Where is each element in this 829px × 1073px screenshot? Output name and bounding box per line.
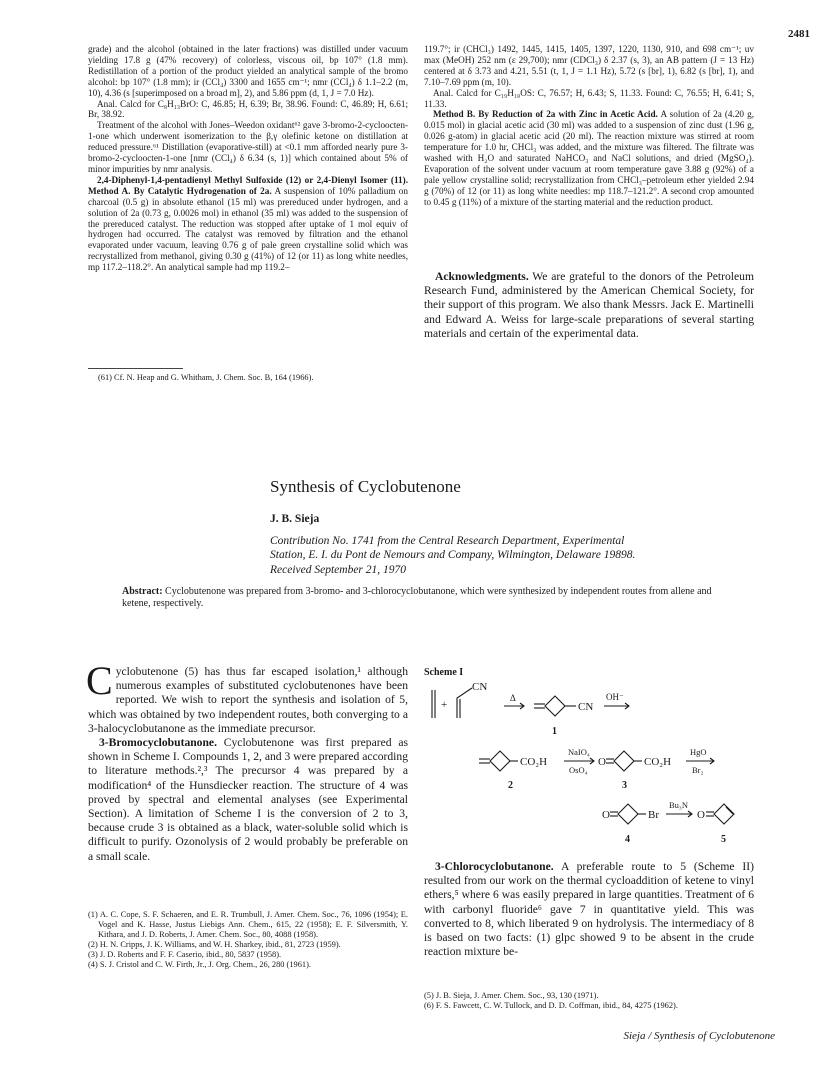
label-bu3n: Bu₃N <box>669 800 689 810</box>
compound-number: 3 <box>622 780 627 791</box>
cyclobutane-ring <box>490 751 510 771</box>
page-number: 2481 <box>788 28 810 40</box>
label-o: O <box>598 756 606 768</box>
article-title: Synthesis of Cyclobutenone <box>270 477 461 496</box>
paragraph <box>86 658 408 736</box>
footnote-text: (61) Cf. N. Heap and G. Whitham, J. Chem. Soc. B, 164 (1966). <box>98 373 314 382</box>
footnote-text: (2) H. N. Cripps, J. K. Williams, and W. H. Sharkey, ibid., 81, 2723 (1959). <box>88 940 341 950</box>
compound-number: 2 <box>508 780 513 791</box>
drop-cap: C <box>86 658 113 703</box>
footnotes-right <box>424 991 754 1011</box>
paragraph: 119.7°; ir (CHCl₃) 1492, 1445, 1415, 1405, 1397, 1220, 1130, 910, and 698 cm⁻¹; uv max (MeOH) 252 nm (ε 29,700); nmr (CDCl₃) δ 2.37 (s, 3), an AB pattern (J = 13 Hz) centered at δ 3.73 and 4.21, 5.51 (t, 1, J = 1.1 Hz), 5.72 (s [br], 1), 6.82 (s [br], 1), and 7.10–7.69 ppm (m, 10). <box>424 44 754 87</box>
scheme-diagram <box>424 680 754 850</box>
label-hgo: HgO <box>690 747 707 757</box>
compound-number: 5 <box>721 834 726 845</box>
label-cn: CN <box>472 681 488 693</box>
top-right-column <box>424 44 754 208</box>
label-naio4: NaIO₄ <box>568 747 590 757</box>
label-o: O <box>602 809 610 821</box>
compound-number: 4 <box>625 834 630 845</box>
section-heading: 3-Bromocyclobutanone. <box>99 736 217 750</box>
footnote-text: (6) F. S. Fawcett, C. W. Tullock, and D. D. Coffman, ibid., 84, 4275 (1962). <box>424 1001 678 1011</box>
contribution-note: Contribution No. 1741 from the Central Research Department, Experimental Station, E. I. du Pont de Nemours and Company, Wilmington, Delaware 19898. Received September 21, 1970 <box>270 535 636 576</box>
label-plus: + <box>441 699 448 711</box>
paragraph: Anal. Calcd for C₈H₁₃BrO: C, 46.85; H, 6.39; Br, 38.96. Found: C, 46.89; H, 6.61; Br, 38.92. <box>88 98 408 120</box>
section-heading: 2,4-Diphenyl-1,4-pentadienyl Methyl Sulfoxide (12) or 2,4-Dienyl Isomer (11). Method A. By Catalytic Hydrogenation of 2a. <box>88 174 408 196</box>
footnote <box>98 373 408 383</box>
footnotes-left <box>88 910 408 971</box>
paragraph-text: yclobutenone (5) has thus far escaped isolation,¹ although numerous examples of substituted cyclobutenones have been reported. We wish to report the synthesis and isolation of 5, which was obtained by two independent routes, both converging to a 3-halocyclobutanone as the immediate precursor. <box>88 665 408 735</box>
paragraph <box>424 860 754 959</box>
body-left-column <box>86 658 408 864</box>
paragraph-text: A solution of 2a (4.20 g, 0.015 mol) in glacial acetic acid (30 ml) was added to a suspension of zinc dust (1.96 g, 0.026 g-atom) in glacial acetic acid (20 ml). The reaction mixture was stirred at room temperature for 1.0 hr, CHCl₃ was added, and the mixture was filtered. The filtrate was washed with H₂O and saturated NaHCO₃ and NaCl solutions, and dried (MgSO₄). Evaporation of the solvent under vacuum at room temperature gave 3.88 g (92%) of a pale yellow crystalline solid; recrystallization from CHCl₃–petroleum ether yielded 2.94 g (70%) of 12 (or 11) as long white needles: mp 118.7–121.2°. A second crop amounted to 0.45 g (11%) of a mixture of the starting material and the reduction product. <box>424 109 754 207</box>
paragraph-text: A suspension of 10% palladium on charcoal (0.5 g) in absolute ethanol (15 ml) was prereduced under hydrogen, and a solution of 2a (0.73 g, 0.0026 mol) in ethanol (35 ml) was added to the suspension of the prereduced catalyst. The reduction was stopped after uptake of 1 mol equiv of hydrogen had occurred. The catalyst was removed by filtration and the ethanol evaporated under vacuum, leaving 0.76 g of pale green crystalline solid which was recrystallized from methanol, giving 0.30 g (41%) of 12 (or 11) as long white needles, mp 117.2–118.2°. An analytical sample had mp 119.2– <box>88 185 408 273</box>
label-delta: Δ <box>510 693 516 703</box>
acknowledgments <box>424 270 754 341</box>
label-br2: Br₂ <box>692 765 704 775</box>
paragraph: grade) and the alcohol (obtained in the later fractions) was distilled under vacuum yielding 17.8 g (47% recovery) of colorless, viscous oil, bp 107° (1.8 mm). Redistillation of a portion of the product yielded an analytical sample of the bromo alcohol: bp 107° (1.8 mm); ir (CCl₄) 3300 and 1655 cm⁻¹; nmr (CCl₄) δ 1.1–2.2 (m, 10), 4.36 (s [superimposed on a broad m], 2), and 5.86 ppm (d, 1, J = 7.0 Hz). <box>88 44 408 98</box>
label-br: Br <box>648 809 659 821</box>
abstract-text: Cyclobutenone was prepared from 3-bromo- and 3-chlorocyclobutanone, which were synthesized by independent routes from allene and ketene, respectively. <box>122 586 712 609</box>
paragraph <box>424 109 754 207</box>
footnote-text: (1) A. C. Cope, S. F. Schaeren, and E. R. Trumbull, J. Amer. Chem. Soc., 76, 1096 (1954); E. Vogel and K. Hasse, Justus Liebigs Ann. Chem., 615, 22 (1958); E. F. Silversmith, Y. Kithara, and J. D. Roberts, J. Amer. Chem. Soc., 80, 4088 (1958). <box>88 910 408 940</box>
paragraph <box>424 270 754 341</box>
abstract-label: Abstract: <box>122 586 163 597</box>
cyclobutane-ring <box>545 696 565 716</box>
paragraph <box>88 736 408 864</box>
footnote-text: (4) S. J. Cristol and C. W. Firth, Jr., J. Org. Chem., 26, 280 (1961). <box>88 960 311 970</box>
top-left-column <box>88 44 408 273</box>
paragraph-text: We are grateful to the donors of the Petroleum Research Fund, administered by the American Chemical Society, for their support of this program. We also thank Messrs. Jack E. Martinelli and Edward A. Weiss for large-scale preparations of several starting materials and certain of the experimental data. <box>424 270 754 340</box>
label-oh: OH⁻ <box>606 692 624 702</box>
cyclobutane-ring <box>614 751 634 771</box>
cyclobutenone-ring <box>714 804 734 824</box>
paragraph-text: A preferable route to 5 (Scheme II) resulted from our work on the thermal cycloaddition of ketene to vinyl ethers,⁵ where 6 was easily prepared in large quantities. Treatment of 6 with carbonyl fluoride⁶ gave 7 in quantitative yield. This was converted to 8, which liberated 9 on hydrolysis. The intermediacy of 8 is based on two facts: (1) glpc showed 9 to be absent in the crude reaction mixture be- <box>424 860 754 959</box>
label-o: O <box>697 809 705 821</box>
paragraph: Treatment of the alcohol with Jones–Weedon oxidant⁶² gave 3-bromo-2-cycloocten-1-one which underwent isomerization to the β,γ olefinic ketone on distillation at reduced pressure.⁶¹ Distillation (evaporative-still) at <0.1 mm afforded nearly pure 3-bromo-2-cycloocten-1-one [nmr (CCl₄) δ 6.34 (s, 1)] which contained about 5% of minor impurities by nmr analysis. <box>88 120 408 174</box>
article-author: J. B. Sieja <box>270 513 320 525</box>
cyclobutane-ring <box>618 804 638 824</box>
paragraph-text: Cyclobutenone was first prepared as shown in Scheme I. Compounds 1, 2, and 3 were prepared according to literature methods.²,³ The precursor 4 was prepared by a modification⁴ of the Hunsdiecker reaction. The structure of 4 was proved by spectral and elemental analyses (see Experimental Section). A limitation of Scheme I is the conversion of 2 to 3, because crude 3 is obtained as a black, water-soluble solid which is difficult to purify. Ozonolysis of 2 would probably be preferable on a small scale. <box>88 736 408 863</box>
footnote-rule <box>88 368 183 369</box>
acrylonitrile-bond <box>457 688 472 718</box>
label-cn: CN <box>578 701 594 713</box>
scheme-label: Scheme I <box>424 667 464 678</box>
body-right-column <box>424 860 754 959</box>
running-footer: Sieja / Synthesis of Cyclobutenone <box>623 1030 775 1042</box>
paragraph: Anal. Calcd for C₁₉H₁₈OS: C, 76.57; H, 6.43; S, 11.33. Found: C, 76.55; H, 6.41; S, 11.33. <box>424 87 754 109</box>
compound-number: 1 <box>552 726 557 737</box>
section-heading: Method B. By Reduction of 2a with Zinc in Acetic Acid. <box>433 109 658 120</box>
section-heading: 3-Chlorocyclobutanone. <box>435 860 554 873</box>
footnote-text: (3) J. D. Roberts and F. F. Caserio, ibid., 80, 5837 (1958). <box>88 950 282 960</box>
label-oso4: OsO₄ <box>569 765 588 775</box>
label-co2h: CO₂H <box>520 756 548 768</box>
abstract <box>122 586 722 610</box>
footnote-text: (5) J. B. Sieja, J. Amer. Chem. Soc., 93, 130 (1971). <box>424 991 599 1000</box>
paragraph <box>88 175 408 273</box>
section-heading: Acknowledgments. <box>435 270 529 283</box>
label-co2h: CO₂H <box>644 756 672 768</box>
